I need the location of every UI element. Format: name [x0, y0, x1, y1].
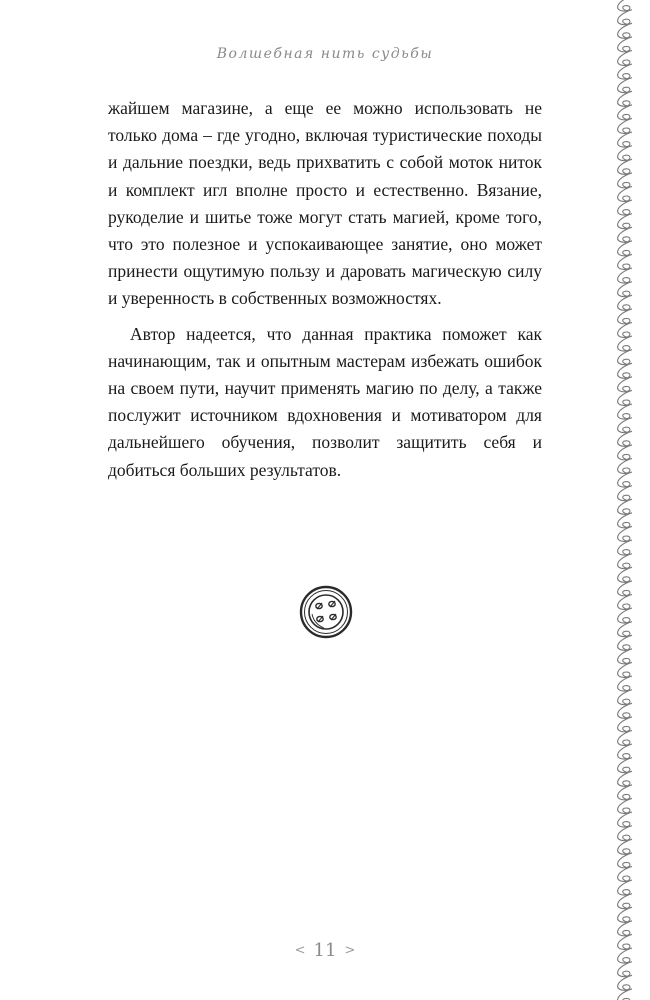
spiral-thread-border-icon: [600, 0, 650, 1000]
spiral-thread-path: [618, 0, 632, 1000]
body-text: [108, 95, 542, 484]
page-folio: [0, 940, 650, 961]
page-number: 11: [313, 940, 337, 961]
paragraph-2: Автор надеется, что данная практика поможет как начинающим, так и опытным мастерам избежать ошибок на своем пути, научит применять магию по делу, а также послужит источником вдохновения и мотиватором для дальнейшего обучения, позволит защитить себя и добиться больших результатов.: [108, 323, 542, 480]
folio-left-mark: <: [294, 943, 306, 958]
sewing-button-icon: [298, 584, 354, 640]
paragraph-1: жайшем магазине, а еще ее можно использовать не только дома – где угодно, включая туристические походы и дальние поездки, ведь прихватить с собой моток ниток и комплект игл вполне просто и естественно. Вязание, рукоделие и шитье тоже могут стать магией, кроме того, что это полезное и успокаивающее занятие, оно может принести ощутимую пользу и даровать магическую силу и уверенность в собственных возможностях.: [108, 98, 542, 309]
folio-right-mark: >: [344, 943, 356, 958]
running-head: Волшебная нить судьбы: [216, 46, 434, 62]
